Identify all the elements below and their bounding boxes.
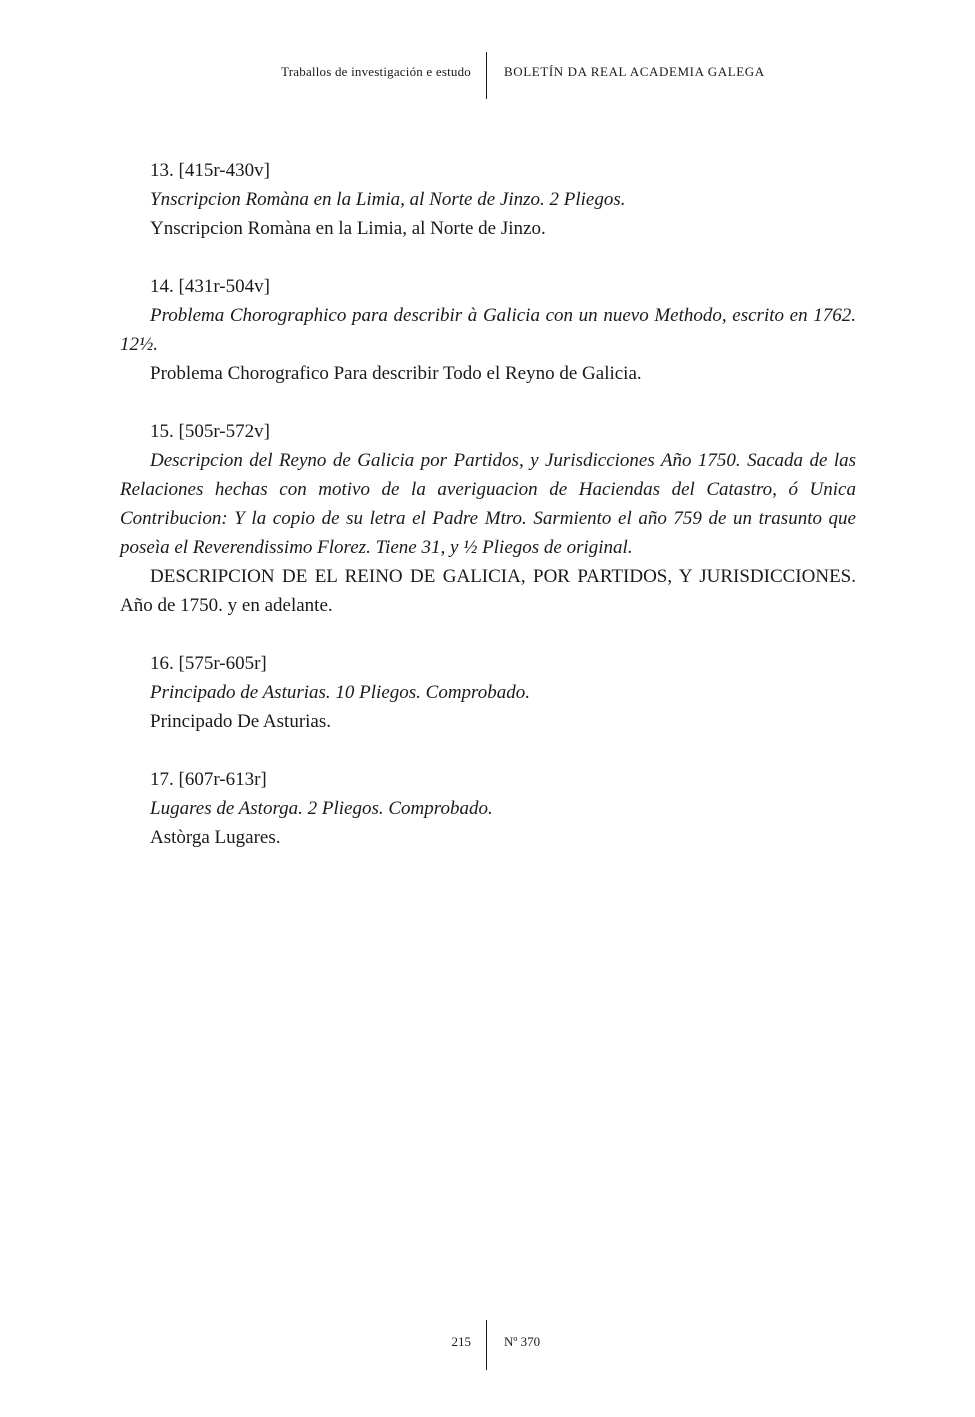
entry-number: 13. [415r-430v] [150, 160, 270, 181]
entry-number: 15. [505r-572v] [150, 421, 270, 442]
catalog-entry [120, 649, 856, 736]
entry-title: Principado De Asturias. [150, 711, 332, 732]
header-journal-title: BOLETÍN DA REAL ACADEMIA GALEGA [504, 64, 765, 79]
footer-divider [486, 1320, 487, 1370]
entry-title: Ynscripcion Romàna en la Limia, al Norte de Jinzo. [150, 218, 546, 239]
page-number: 215 [451, 1334, 471, 1349]
catalog-entry [120, 417, 856, 620]
entry-number: 14. [431r-504v] [150, 276, 270, 297]
entry-title: DESCRIPCION DE EL REINO DE GALICIA, POR PARTIDOS, Y JURISDICCIONES. Año de 1750. y en adelante. [120, 566, 856, 616]
entry-number: 17. [607r-613r] [150, 769, 267, 790]
header-divider [486, 52, 487, 99]
entry-description: Ynscripcion Romàna en la Limia, al Norte de Jinzo. 2 Pliegos. [150, 189, 626, 210]
entry-description: Principado de Asturias. 10 Pliegos. Comprobado. [150, 682, 530, 703]
catalog-entry [120, 272, 856, 388]
header-section-title: Traballos de investigación e estudo [281, 64, 471, 79]
entry-description: Problema Chorographico para describir à Galicia con un nuevo Methodo, escrito en 1762. 12½. [120, 305, 856, 355]
entry-title: Astòrga Lugares. [150, 827, 281, 848]
catalog-entries [120, 156, 856, 881]
entry-number: 16. [575r-605r] [150, 653, 267, 674]
catalog-entry [120, 765, 856, 852]
entry-description: Lugares de Astorga. 2 Pliegos. Comprobado. [150, 798, 493, 819]
issue-number: Nº 370 [504, 1334, 541, 1349]
entry-title: Problema Chorografico Para describir Todo el Reyno de Galicia. [150, 363, 642, 384]
entry-description: Descripcion del Reyno de Galicia por Partidos, y Jurisdicciones Año 1750. Sacada de las Relaciones hechas con motivo de la averiguacion de Haciendas del Catastro, ó Unica Contribucion: Y la copio de su letra el Padre Mtro. Sarmiento el año 759 de un trasunto que poseìa el Reverendissimo Florez. Tiene 31, y ½ Pliegos de original. [120, 450, 856, 558]
catalog-entry [120, 156, 856, 243]
